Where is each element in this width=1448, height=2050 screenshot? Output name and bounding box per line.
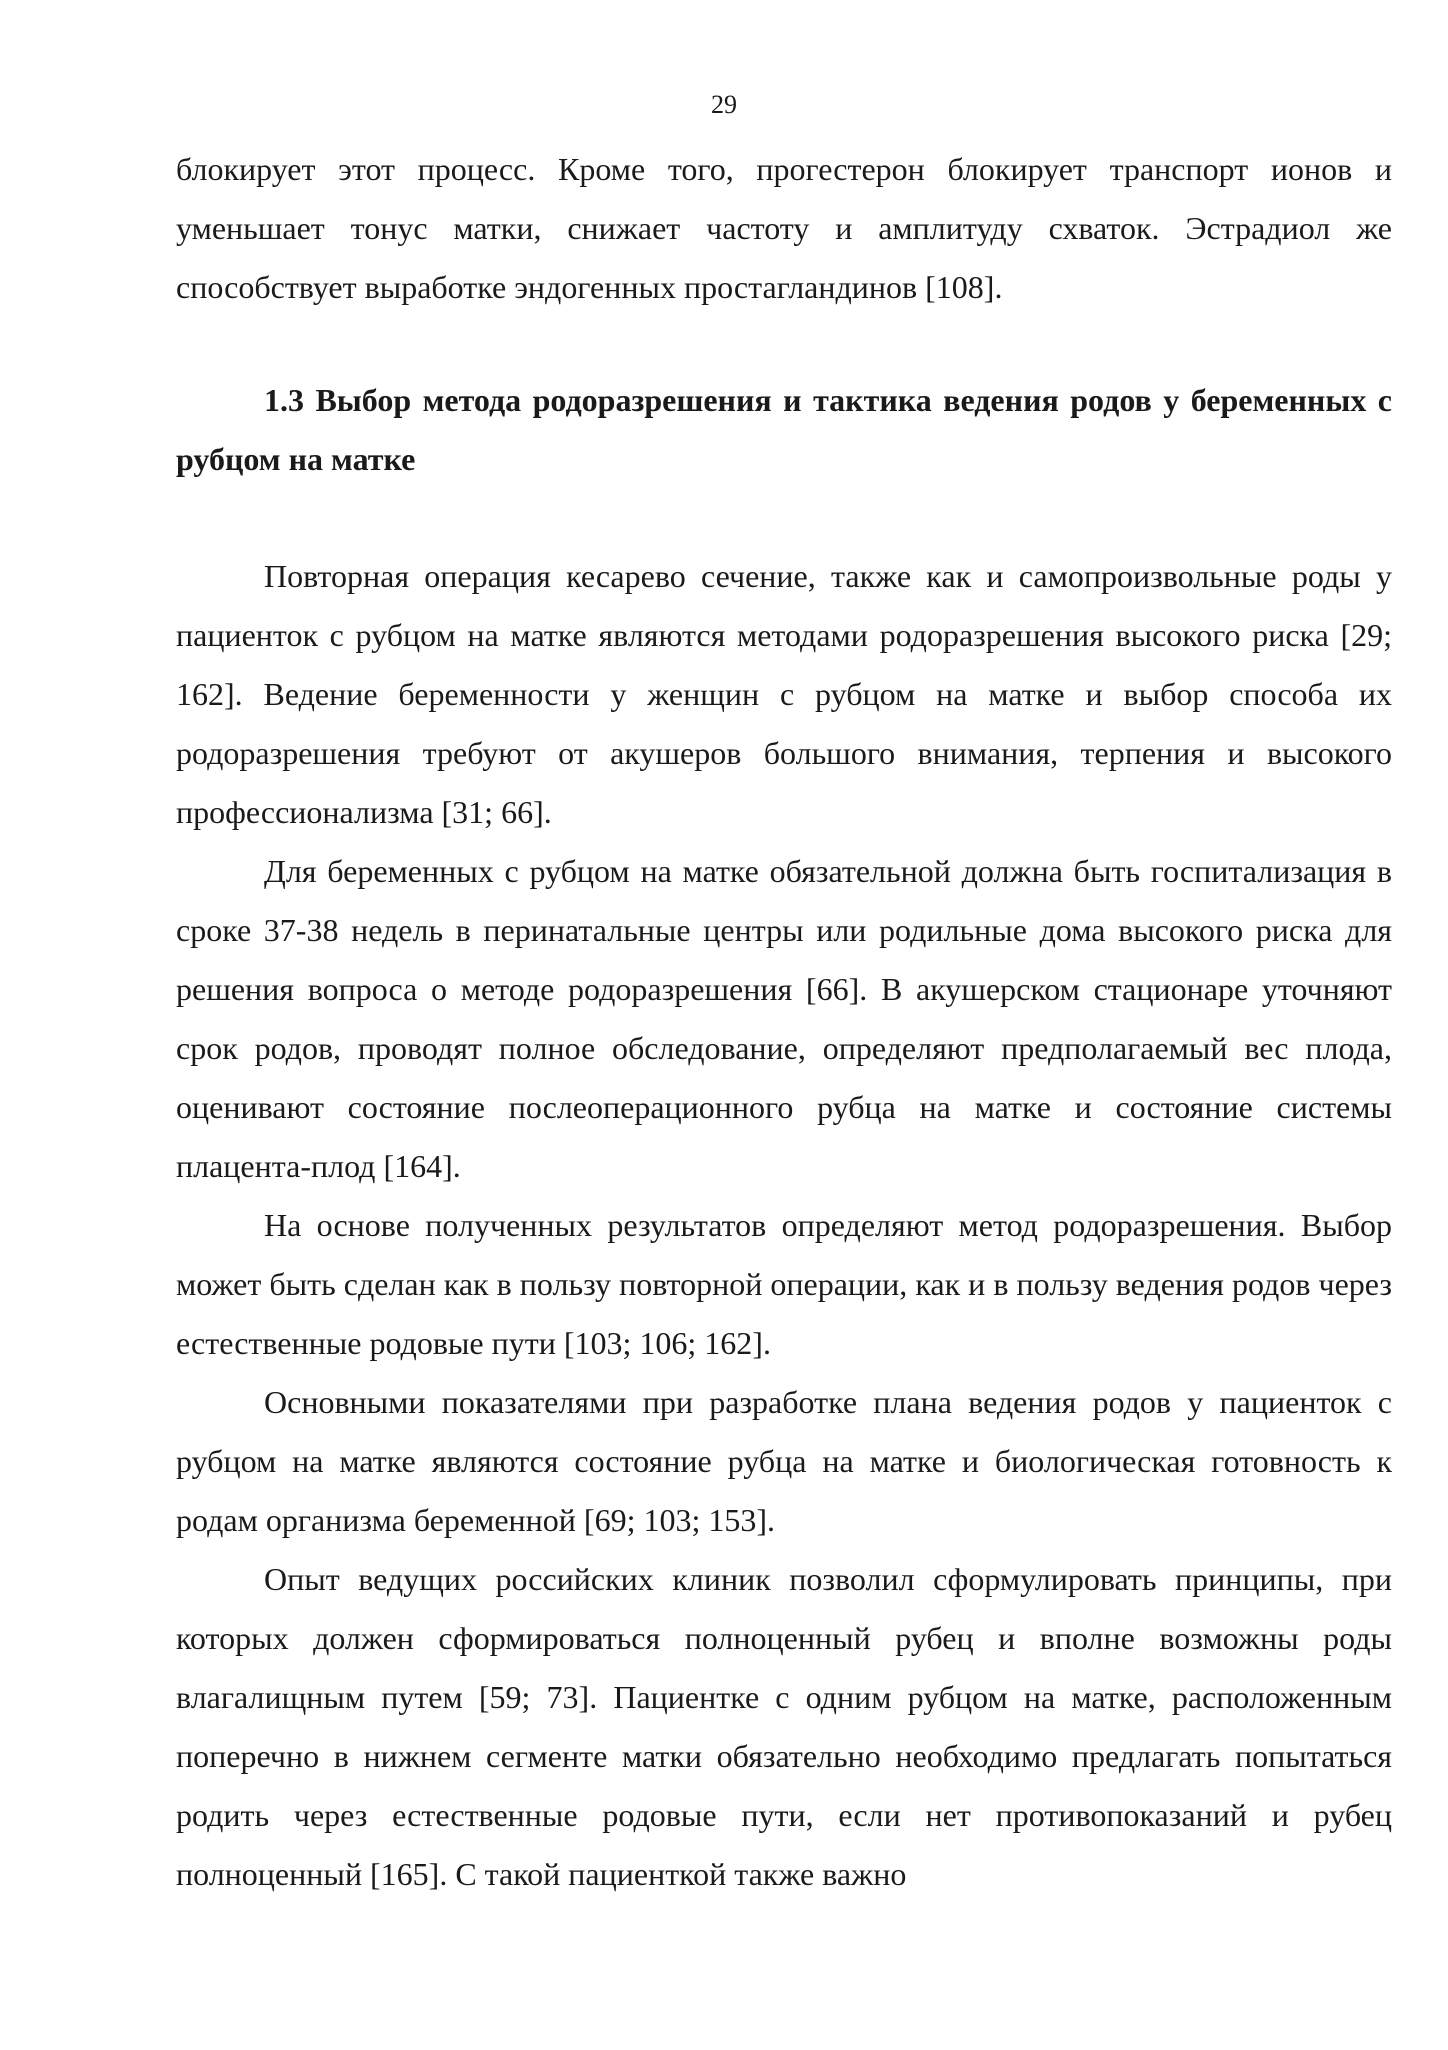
paragraph-continuation: блокирует этот процесс. Кроме того, прогестерон блокирует транспорт ионов и уменьшает тонус матки, снижает частоту и амплитуду схваток. Эстрадиол же способствует выработке эндогенных простагландинов [108].: [176, 151, 1392, 305]
section-heading: 1.3 Выбор метода родоразрешения и тактика ведения родов у беременных с рубцом на матке: [176, 382, 1392, 477]
document-body: [176, 140, 1392, 1904]
paragraph: Для беременных с рубцом на матке обязательной должна быть госпитализация в сроке 37-38 недель в перинатальные центры или родильные дома высокого риска для решения вопроса о методе родоразрешения [66]. В акушерском стационаре уточняют срок родов, проводят полное обследование, определяют предполагаемый вес плода, оценивают состояние послеоперационного рубца на матке и состояние системы плацента-плод [164].: [176, 853, 1392, 1184]
page-number: 29: [711, 90, 737, 119]
paragraph: Опыт ведущих российских клиник позволил сформулировать принципы, при которых должен сформироваться полноценный рубец и вполне возможны роды влагалищным путем [59; 73]. Пациентке с одним рубцом на матке, расположенным поперечно в нижнем сегменте матки обязательно необходимо предлагать попытаться родить через естественные родовые пути, если нет противопоказаний и рубец полноценный [165]. С такой пациенткой также важно: [176, 1561, 1392, 1892]
paragraph: Повторная операция кесарево сечение, также как и самопроизвольные роды у пациенток с рубцом на матке являются методами родоразрешения высокого риска [29; 162]. Ведение беременности у женщин с рубцом на матке и выбор способа их родоразрешения требуют от акушеров большого внимания, терпения и высокого профессионализма [31; 66].: [176, 558, 1392, 830]
paragraph: На основе полученных результатов определяют метод родоразрешения. Выбор может быть сделан как в пользу повторной операции, как и в пользу ведения родов через естественные родовые пути [103; 106; 162].: [176, 1207, 1392, 1361]
paragraph: Основными показателями при разработке плана ведения родов у пациенток с рубцом на матке являются состояние рубца на матке и биологическая готовность к родам организма беременной [69; 103; 153].: [176, 1384, 1392, 1538]
